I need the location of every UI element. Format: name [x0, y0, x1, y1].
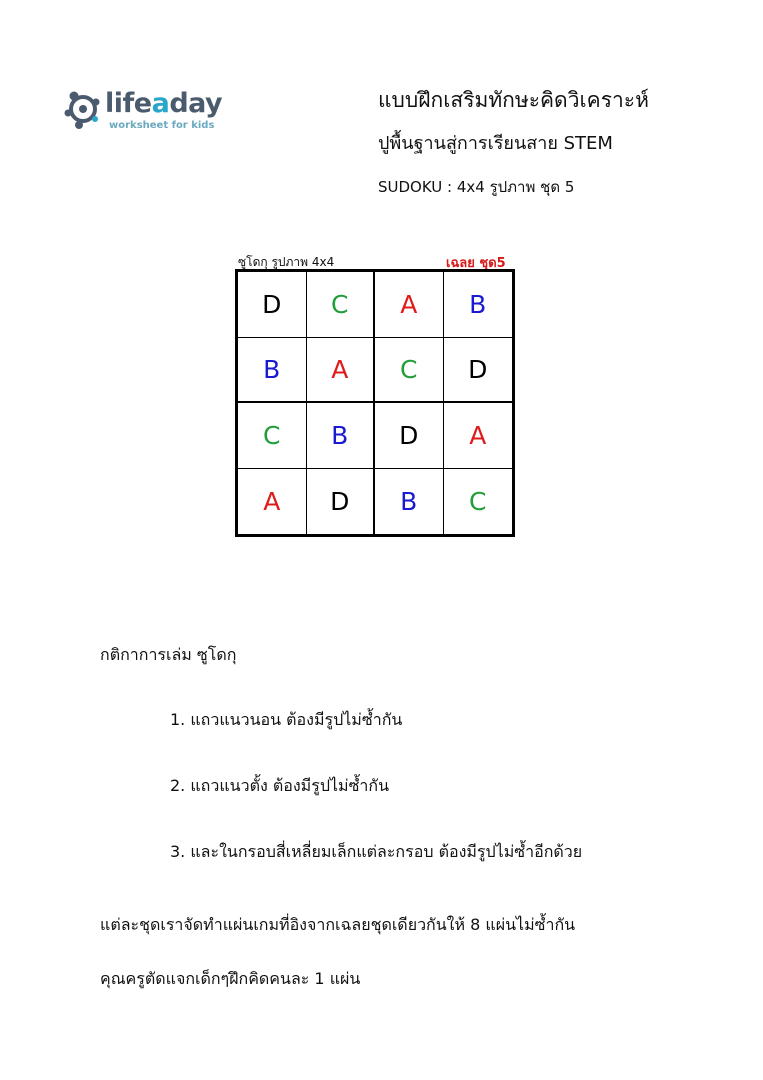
sudoku-cell: D [238, 272, 307, 338]
answer-label: เฉลย ชุด5 [446, 256, 506, 271]
rules-heading: กติกาการเล่ม ซูโดกุ [100, 645, 237, 664]
sudoku-cell: A [444, 403, 513, 469]
sudoku-grid [235, 269, 515, 537]
worksheet-set-label: SUDOKU : 4x4 รูปภาพ ชุด 5 [378, 178, 575, 196]
page-title: แบบฝึกเสริมทักษะคิดวิเคราะห์ [378, 88, 649, 112]
sudoku-cell: A [238, 469, 307, 535]
sudoku-cell: B [444, 272, 513, 338]
sudoku-cell: B [307, 403, 376, 469]
sudoku-cell: D [375, 403, 444, 469]
sudoku-cell: B [238, 338, 307, 404]
sudoku-cell: C [469, 486, 487, 516]
lifeaday-logo [62, 86, 222, 136]
sudoku-cell: C [375, 338, 444, 404]
sudoku-cell: B [375, 469, 444, 535]
logo-tagline: worksheet for kids [109, 120, 215, 131]
note-text: คุณครูตัดแจกเด็กๆฝึกคิดคนละ 1 แผ่น [100, 969, 361, 988]
rule-item: 2. แถวแนวตั้ง ต้องมีรูปไม่ซ้ำกัน [170, 776, 390, 795]
grid-title: ซูโดกุ รูปภาพ 4x4 [238, 255, 335, 269]
rule-item: 3. และในกรอบสี่เหลี่ยมเล็กแต่ละกรอบ ต้องมีรูปไม่ซ้ำอีกด้วย [170, 842, 583, 861]
note-text: แต่ละชุดเราจัดทำแผ่นเกมที่อิงจากเฉลยชุดเดียวกันให้ 8 แผ่นไม่ซ้ำกัน [100, 915, 576, 934]
logo-wordmark: lifeaday [105, 88, 223, 119]
sudoku-cell: D [444, 338, 513, 404]
sudoku-cell: C [238, 403, 307, 469]
page-subtitle: ปูพื้นฐานสู่การเรียนสาย STEM [378, 133, 613, 154]
sudoku-cell: A [375, 272, 444, 338]
rule-item: 1. แถวแนวนอน ต้องมีรูปไม่ซ้ำกัน [170, 710, 403, 729]
sudoku-cell: C [307, 272, 376, 338]
sudoku-cell: D [307, 469, 376, 535]
molecule-icon [62, 88, 104, 130]
sudoku-cell: A [307, 338, 376, 404]
